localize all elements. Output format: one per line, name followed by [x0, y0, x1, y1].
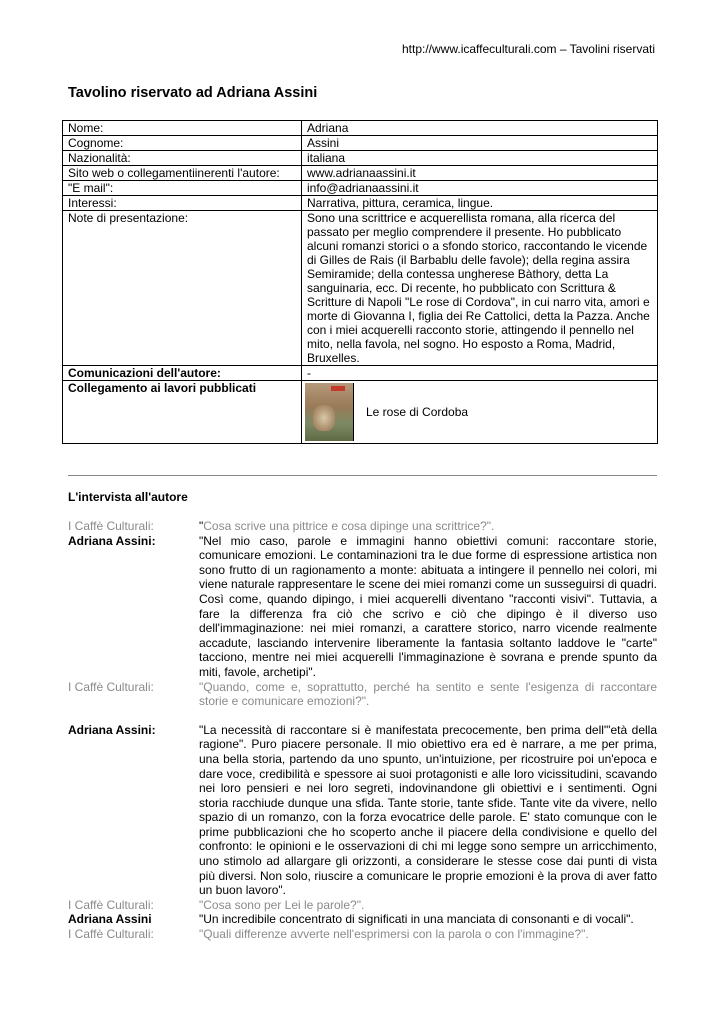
header-url: http://www.icaffeculturali.com – Tavolini riservati [402, 42, 655, 56]
nome-label: Nome: [63, 121, 302, 136]
speaker-label: Adriana Assini: [68, 722, 156, 737]
interview-question [68, 898, 657, 913]
note-label: Note di presentazione: [63, 211, 302, 366]
speaker-label: Adriana Assini: [68, 533, 156, 548]
page-title: Tavolino riservato ad Adriana Assini [68, 85, 318, 101]
note-value: Sono una scrittrice e acquerellista romana, alla ricerca del passato per meglio comprendere il presente. Ho pubblicato alcuni romanzi storici o a sfondo storico, raccontando le vicende di Gilles de Rais (il Barbablu delle favole); della regina assira Semiramide; della contessa ungherese Bàthory, detta La sanguinaria, ecc. Di recente, ho pubblicato con Scrittura & Scritture di Napoli "Le rose di Cordova", in cui narro vita, amori e morte di Giovanna I, figlia dei Re Cattolici, detta la Pazza. Anche con i miei acquerelli racconto storie, attingendo il pennello nel mito, nella favola, nel sogno. Ho esposto a Roma, Madrid, Bruxelles. [302, 211, 658, 366]
table-row [63, 211, 658, 366]
table-row [63, 381, 658, 444]
nome-value: Adriana [302, 121, 658, 136]
interview-answer [68, 912, 657, 927]
interview-question [68, 927, 657, 942]
table-row [63, 366, 658, 381]
interessi-label: Interessi: [63, 196, 302, 211]
interview-answer [68, 723, 657, 898]
cognome-label: Cognome: [63, 136, 302, 151]
table-row [63, 136, 658, 151]
answer-text: "Un incredibile concentrato di significati in una manciata di consonanti e di vocali". [199, 912, 634, 927]
interessi-value: Narrativa, pittura, ceramica, lingue. [302, 196, 658, 211]
interview-body [68, 519, 657, 942]
book-cover-image[interactable] [305, 383, 354, 441]
cognome-value: Assini [302, 136, 658, 151]
table-row [63, 196, 658, 211]
email-link[interactable]: info@adrianaassini.it [302, 181, 658, 196]
sito-label: Sito web o collegamentiinerenti l'autore: [63, 166, 302, 181]
speaker-label: I Caffè Culturali: [68, 927, 154, 942]
table-row [63, 166, 658, 181]
speaker-label: I Caffè Culturali: [68, 519, 154, 533]
email-label: "E mail": [63, 181, 302, 196]
speaker-label: I Caffè Culturali: [68, 679, 154, 694]
work-title[interactable]: Le rose di Cordoba [366, 405, 469, 419]
answer-text: "La necessità di raccontare si è manifestata precocemente, ben prima dell'"età della ragione". Puro piacere personale. Il mio obiettivo era ed è narrare, a me per prima, una bella storia, partendo da uno spunto, un'intuizione, per ricostruire poi un'epoca e dare voce, credibilità e spessore ai suoi protagonisti e alle loro vicissitudini, scavando nei loro pensieri e nei loro segreti, indovinandone gli obiettivi e i sentimenti. Ogni storia racchiude dunque una sfida. Tante storie, tante sfide. Tante vite da vivere, nello spazio di un romanzo, con la forza evocatrice delle parole. E' stato comunque con le prime pubblicazioni che ho scoperto anche il piacere della condivisione e quello del confronto: le opinioni e le osservazioni di chi mi legge sono sempre un arricchimento, uno stimolo ad allargare gli orizzonti, a considerare le stesse cose dai punti di vista più diversi. Non solo, riuscire a comunicare le proprie emozioni è la prova di aver fatto un buon lavoro". [199, 722, 657, 898]
question-text: "Quali differenze avverte nell'esprimersi con la parola o con l'immagine?". [199, 927, 589, 942]
profile-table [62, 120, 658, 444]
published-work[interactable] [302, 381, 652, 443]
comunicazioni-label: Comunicazioni dell'autore: [63, 366, 302, 381]
table-row [63, 121, 658, 136]
interview-answer [68, 534, 657, 680]
lavori-label: Collegamento ai lavori pubblicati [63, 381, 302, 444]
answer-text: "Nel mio caso, parole e immagini hanno obiettivi comuni: raccontare storie, comunicare emozioni. Le contaminazioni tra le due forme di espressione artistica non sono frutto di un ragionamento a monte: abituata a intingere il pennello nei colori, mi viene naturale rappresentare le scene dei miei romanzi come un susseguirsi di quadri. Così come, quando dipingo, i miei acquerelli diventano "racconti visivi". Tuttavia, a fare la differenza fra ciò che scrivo e ciò che dipingo è il diverso uso dell'immaginazione: nei miei romanzi, a carattere storico, narro vicende realmente accadute, lasciando intervenire liberamente la fantasia soltanto laddove le "carte" tacciono, mentre nei miei acquerelli l'immaginazione è sovrana e prende spunto da miti, favole, archetipi". [199, 533, 657, 679]
nazionalita-label: Nazionalità: [63, 151, 302, 166]
table-row [63, 181, 658, 196]
question-text: "Cosa scrive una pittrice e cosa dipinge una scrittrice?". [199, 519, 495, 533]
comunicazioni-value: - [302, 366, 658, 381]
table-row [63, 151, 658, 166]
question-text: "Cosa sono per Lei le parole?". [199, 897, 365, 912]
section-divider [68, 475, 657, 476]
interview-question [68, 519, 657, 534]
nazionalita-value: italiana [302, 151, 658, 166]
interview-title: L'intervista all'autore [68, 490, 188, 504]
interview-question [68, 680, 657, 709]
lavori-cell [302, 381, 658, 444]
speaker-label: I Caffè Culturali: [68, 897, 154, 912]
question-text: "Quando, come e, soprattutto, perché ha sentito e sente l'esigenza di raccontare storie e comunicare emozioni?". [199, 679, 657, 709]
speaker-label: Adriana Assini [68, 912, 152, 927]
sito-link[interactable]: www.adrianaassini.it [302, 166, 658, 181]
